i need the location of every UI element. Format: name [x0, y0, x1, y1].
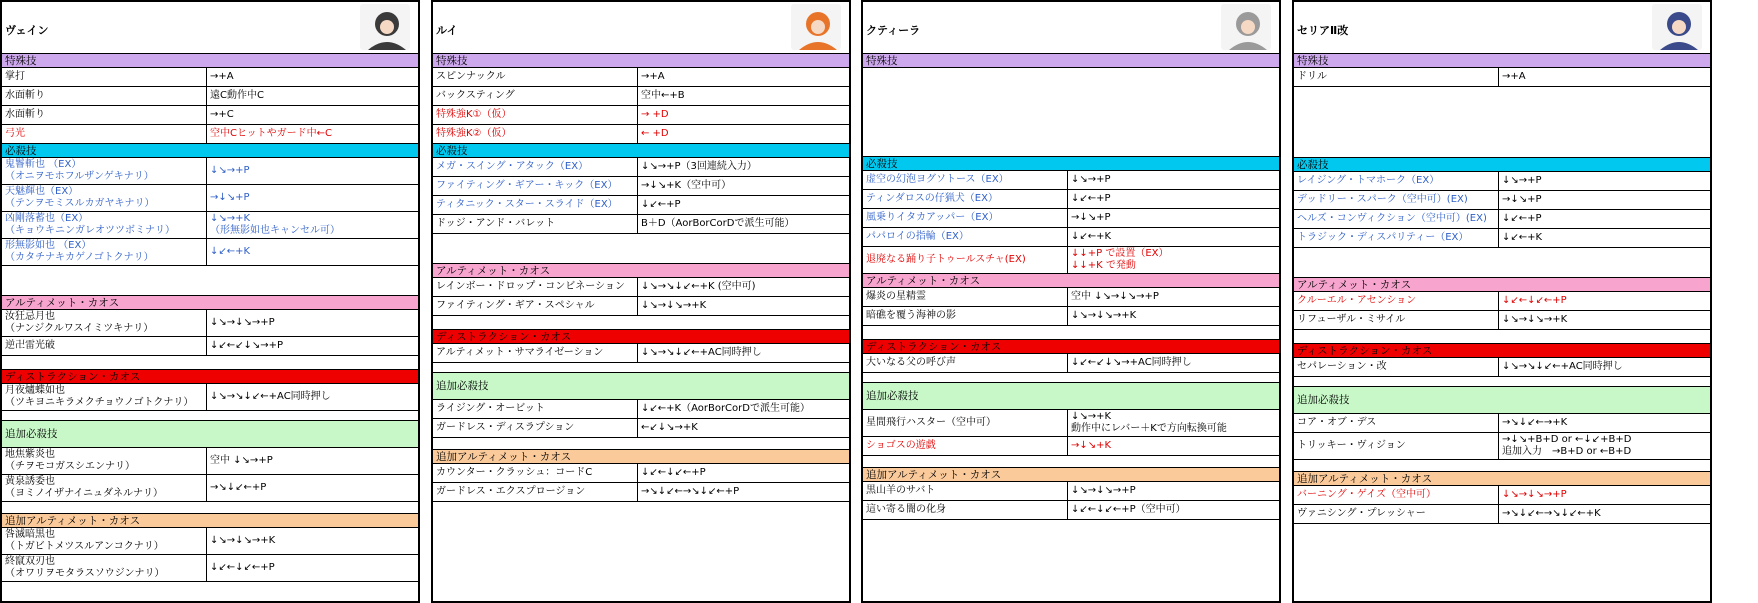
move-name: 月夜爐蝶如也 （ツキヨニキラメクチョウノゴトクナリ）: [2, 384, 207, 410]
section-header-hissatsu: 必殺技: [1294, 158, 1710, 172]
move-name: 大いなる父の呼び声: [863, 354, 1068, 372]
move-command: ↓↘→↓↘→+K: [210, 535, 276, 546]
move-name: セパレーション・改: [1294, 358, 1499, 376]
blank-row: [433, 438, 849, 450]
move-name: スピンナックル: [433, 68, 638, 86]
blank-row: [1294, 377, 1710, 387]
move-row: [2, 448, 418, 475]
move-name: クルーエル・アセンション: [1294, 292, 1499, 310]
move-command: ↓↓+P で設置（EX） ↓↓+K で発動: [1071, 248, 1169, 271]
move-command: ↓↙←+K（AorBorCorDで派生可能）: [641, 403, 810, 414]
move-command: ↓↘→↘↓↙←+AC同時押し: [1502, 361, 1623, 372]
move-row: [1294, 433, 1710, 460]
section-header-addult: 追加アルティメット・カオス: [1294, 472, 1710, 486]
move-row: [433, 419, 849, 438]
move-name: コア・オブ・デス: [1294, 414, 1499, 432]
section-header-ultimate: アルティメット・カオス: [433, 264, 849, 278]
move-row: [433, 464, 849, 483]
blank-row: [2, 502, 418, 514]
move-row: [1294, 68, 1710, 87]
move-row: [863, 482, 1279, 501]
move-row: [1294, 414, 1710, 433]
move-row: [2, 158, 418, 185]
move-name: レイジング・トマホーク（EX）: [1294, 172, 1499, 190]
move-command: ↓↘→+P: [1502, 175, 1542, 186]
character-panel: [1292, 0, 1712, 603]
move-row: [863, 501, 1279, 520]
move-command: ↓↘→↓↘→+K: [1502, 314, 1568, 325]
blue-haired-character-portrait-icon: [1652, 4, 1702, 50]
move-name: バーニング・ゲイズ（空中可）: [1294, 486, 1499, 504]
section-header-addult: 追加アルティメット・カオス: [863, 468, 1279, 482]
move-name: 黒山羊のサバト: [863, 482, 1068, 500]
move-command: ↓↙←+P: [641, 199, 681, 210]
move-row: [433, 297, 849, 316]
move-row: [2, 239, 418, 266]
section-header-hissatsu: 必殺技: [863, 157, 1279, 171]
panel-header: [2, 2, 418, 54]
move-command: 空中Cヒットやガード中←C: [210, 128, 333, 139]
blank-row: [1294, 330, 1710, 344]
move-name: ファイティング・ギア・スペシャル: [433, 297, 638, 315]
move-row: [1294, 311, 1710, 330]
panel-header: [433, 2, 849, 54]
move-row: [433, 400, 849, 419]
move-name: ドッジ・アンド・バレット: [433, 215, 638, 233]
move-command: ↓↙←↓↙←+P（空中可）: [1071, 504, 1186, 515]
move-row: [1294, 505, 1710, 524]
move-command: →↓↘+P: [1071, 212, 1111, 223]
section-header-special: 特殊技: [2, 54, 418, 68]
move-row: [863, 410, 1279, 437]
move-name: 天魅輝也（EX） （テンヲモミスルカガヤキナリ）: [2, 185, 207, 211]
move-command: →↓↘+P: [1502, 194, 1542, 205]
move-command: ↓↙←+K: [1071, 231, 1112, 242]
move-command: →+C: [210, 109, 234, 120]
move-name: ショゴスの遊戯: [863, 437, 1068, 455]
move-command: ↓↘→+P: [1071, 174, 1111, 185]
move-name: 退廃なる踊り子トゥールスチャ(EX): [863, 247, 1068, 273]
section-header-addult: 追加アルティメット・カオス: [2, 514, 418, 528]
move-name: ファイティング・ギアー・キック（EX）: [433, 177, 638, 195]
move-name: 咎滅暗黒也 （トガビトメツスルアンコクナリ）: [2, 528, 207, 554]
move-command: →+A: [1502, 71, 1526, 82]
move-command: ← +D: [641, 128, 669, 139]
silver-haired-character-portrait-icon: [1221, 4, 1271, 50]
move-row: [2, 475, 418, 502]
move-command: →↓↘+P: [210, 192, 250, 203]
move-name: パパロイの指輪（EX）: [863, 228, 1068, 246]
move-name: 虚空の幻泡ヨグソトース（EX）: [863, 171, 1068, 189]
move-name: 掌打: [2, 68, 207, 86]
blank-row: [2, 411, 418, 421]
character-name: セリアⅡ改: [1297, 24, 1349, 37]
move-command: →↘↓↙←→↘↓↙←+K: [1502, 508, 1601, 519]
orange-haired-character-portrait-icon: [791, 4, 841, 50]
move-command: →↘↓↙←+P: [210, 482, 267, 493]
move-row: [433, 278, 849, 297]
blank-row: [433, 316, 849, 330]
character-name: ヴェイン: [5, 24, 49, 37]
move-row: [863, 307, 1279, 326]
section-header-ultimate: アルティメット・カオス: [1294, 278, 1710, 292]
character-name: クティーラ: [866, 24, 921, 37]
move-name: 汝狂忌月也 （ナンジクルワスイミツキナリ）: [2, 310, 207, 336]
move-row: [2, 528, 418, 555]
move-command: ↓↘→↘↓↙←+AC同時押し: [210, 391, 331, 402]
section-header-add: 追加必殺技: [1294, 387, 1710, 414]
move-command: ↓↘→↓↘→+P: [210, 317, 275, 328]
section-header-add: 追加必殺技: [863, 383, 1279, 410]
move-row: [2, 384, 418, 411]
move-command: →↓↘+B+D or ←↓↙+B+D 追加入力 →B+D or ←B+D: [1502, 434, 1632, 457]
move-row: [863, 437, 1279, 456]
move-name: デッドリー・スパーク（空中可）(EX): [1294, 191, 1499, 209]
move-name: ガードレス・エクスプロージョン: [433, 483, 638, 501]
move-command: →+A: [641, 71, 665, 82]
move-row: [433, 196, 849, 215]
move-command: ↓↘→↓↘→+K: [1071, 310, 1137, 321]
move-name: レインボー・ドロップ・コンビネーション: [433, 278, 638, 296]
move-row: [2, 337, 418, 356]
move-command: ↓↙←↙↓↘→+P: [210, 340, 284, 351]
move-row: [2, 106, 418, 125]
move-row: [433, 125, 849, 144]
move-name: カウンター・クラッシュ：コードC: [433, 464, 638, 482]
move-command: ↓↙←+K: [1502, 232, 1543, 243]
move-row: [433, 158, 849, 177]
move-row: [433, 215, 849, 234]
move-name: 特殊強K①（仮）: [433, 106, 638, 124]
move-name: ヴァニシング・プレッシャー: [1294, 505, 1499, 523]
move-row: [1294, 191, 1710, 210]
move-command: ↓↙←+K: [210, 246, 251, 257]
move-name: ライジング・オービット: [433, 400, 638, 418]
move-name: トリッキー・ヴィジョン: [1294, 433, 1499, 459]
move-name: ティタニック・スター・スライド（EX）: [433, 196, 638, 214]
move-name: 黄泉誘委也 （ヨミノイザナイニュダネルナリ）: [2, 475, 207, 501]
section-header-destruction: ディストラクション・カオス: [863, 340, 1279, 354]
section-header-ultimate: アルティメット・カオス: [863, 274, 1279, 288]
character-panel: [431, 0, 851, 603]
blank-row: [1294, 87, 1710, 158]
move-command: 遠C動作中C: [210, 90, 264, 101]
move-name: 弓光: [2, 125, 207, 143]
move-command: 空中←+B: [641, 90, 685, 101]
blank-row: [433, 234, 849, 264]
move-command: ↓↙←↓↙←+P: [641, 467, 706, 478]
blank-row: [1294, 460, 1710, 472]
move-row: [433, 344, 849, 363]
move-row: [2, 87, 418, 106]
move-name: 爆炎の星精霊: [863, 288, 1068, 306]
move-row: [863, 228, 1279, 247]
move-row: [2, 310, 418, 337]
section-header-special: 特殊技: [433, 54, 849, 68]
move-name: 逆卍雷光破: [2, 337, 207, 355]
section-header-special: 特殊技: [863, 54, 1279, 68]
move-name: 形無影如也 （EX） （カタチナキカゲノゴトクナリ）: [2, 239, 207, 265]
move-command: →↓↘+K: [1071, 440, 1112, 451]
move-row: [2, 185, 418, 212]
move-name: アルティメット・サマライゼーション: [433, 344, 638, 362]
character-name: ルイ: [436, 24, 458, 37]
move-row: [863, 288, 1279, 307]
move-command: ↓↘→↘↓↙←+K (空中可): [641, 281, 756, 292]
move-row: [863, 354, 1279, 373]
move-row: [863, 247, 1279, 274]
move-name: 鬼鬠斬也 （EX） （オニヲモホフルザンゲキナリ）: [2, 158, 207, 184]
move-command: ↓↙←↓↙←+P: [210, 562, 275, 573]
move-command: ←↙↓↘→+K: [641, 422, 698, 433]
move-row: [2, 68, 418, 87]
character-panel: [0, 0, 420, 603]
move-command: →↘↓↙←→+K: [1502, 417, 1568, 428]
move-command: ↓↙←+P: [1502, 213, 1542, 224]
section-header-ultimate: アルティメット・カオス: [2, 296, 418, 310]
move-row: [433, 483, 849, 502]
move-command: ↓↘→+P: [210, 165, 250, 176]
section-header-destruction: ディストラクション・カオス: [1294, 344, 1710, 358]
section-header-destruction: ディストラクション・カオス: [433, 330, 849, 344]
move-name: ドリル: [1294, 68, 1499, 86]
move-command: ↓↙←↓↙←+P: [1502, 295, 1567, 306]
blank-row: [863, 68, 1279, 157]
move-row: [863, 209, 1279, 228]
move-command: →↘↓↙←→↘↓↙←+P: [641, 486, 740, 497]
move-name: 水面斬り: [2, 106, 207, 124]
character-panel: [861, 0, 1281, 603]
move-row: [1294, 292, 1710, 311]
blank-row: [2, 266, 418, 296]
move-command: →↓↘+K（空中可）: [641, 180, 732, 191]
move-row: [433, 106, 849, 125]
move-command: ↓↘→↓↘→+K: [641, 300, 707, 311]
section-header-addult: 追加アルティメット・カオス: [433, 450, 849, 464]
move-row: [433, 177, 849, 196]
move-name: 暗礁を覆う海神の影: [863, 307, 1068, 325]
move-command: →+A: [210, 71, 234, 82]
blank-row: [863, 456, 1279, 468]
move-row: [433, 87, 849, 106]
panel-header: [863, 2, 1279, 54]
move-name: 水面斬り: [2, 87, 207, 105]
move-row: [433, 68, 849, 87]
move-name: リフューザル・ミサイル: [1294, 311, 1499, 329]
move-row: [2, 212, 418, 239]
blank-row: [433, 363, 849, 373]
move-command: ↓↙←↙↓↘→+AC同時押し: [1071, 357, 1192, 368]
move-name: 特殊強K②（仮）: [433, 125, 638, 143]
blank-row: [863, 326, 1279, 340]
move-name: メガ・スイング・アタック（EX）: [433, 158, 638, 176]
panel-header: [1294, 2, 1710, 54]
section-header-hissatsu: 必殺技: [433, 144, 849, 158]
move-name: 風乗りイタカアッパー（EX）: [863, 209, 1068, 227]
move-row: [863, 171, 1279, 190]
dark-haired-character-portrait-icon: [360, 4, 410, 50]
move-row: [2, 125, 418, 144]
move-command: B＋D（AorBorCorDで派生可能）: [641, 218, 795, 229]
move-name: 這い寄る闇の化身: [863, 501, 1068, 519]
section-header-hissatsu: 必殺技: [2, 144, 418, 158]
move-name: ガードレス・ディスラプション: [433, 419, 638, 437]
move-row: [1294, 486, 1710, 505]
section-header-add: 追加必殺技: [2, 421, 418, 448]
move-command: ↓↘→+K （形無影如也キャンセル可）: [210, 213, 340, 236]
move-command: 空中 ↓↘→↓↘→+P: [1071, 291, 1159, 302]
blank-row: [1294, 248, 1710, 278]
move-name: 凶剛落蓄也（EX） （キョウキニンガレオツツボミナリ）: [2, 212, 207, 238]
move-row: [1294, 358, 1710, 377]
move-command: ↓↙←+P: [1071, 193, 1111, 204]
move-command: ↓↘→+K 動作中にレバー＋Kで方向転換可能: [1071, 411, 1227, 434]
move-command: 空中 ↓↘→+P: [210, 455, 273, 466]
blank-row: [2, 356, 418, 370]
move-command: ↓↘→+P（3回連続入力）: [641, 161, 757, 172]
move-row: [1294, 210, 1710, 229]
move-row: [1294, 172, 1710, 191]
blank-row: [863, 373, 1279, 383]
move-row: [1294, 229, 1710, 248]
move-name: ヘルズ・コンヴィクション（空中可）(EX): [1294, 210, 1499, 228]
move-row: [863, 190, 1279, 209]
move-row: [2, 555, 418, 582]
move-command: ↓↘→↓↘→+P: [1071, 485, 1136, 496]
move-name: 地焦紫炎也 （チヲモコガスシエンナリ）: [2, 448, 207, 474]
move-name: 終竄双刃也 （オワリヲモタラスソウジンナリ）: [2, 555, 207, 581]
move-name: バックスティング: [433, 87, 638, 105]
move-name: トラジック・ディスパリティー（EX）: [1294, 229, 1499, 247]
section-header-add: 追加必殺技: [433, 373, 849, 400]
section-header-destruction: ディストラクション・カオス: [2, 370, 418, 384]
move-name: 星間飛行ハスター（空中可）: [863, 410, 1068, 436]
move-command: → +D: [641, 109, 669, 120]
move-command: ↓↘→↘↓↙←+AC同時押し: [641, 347, 762, 358]
section-header-special: 特殊技: [1294, 54, 1710, 68]
move-command: ↓↘→↓↘→+P: [1502, 489, 1567, 500]
move-name: ティンダロスの仔猟犬（EX）: [863, 190, 1068, 208]
